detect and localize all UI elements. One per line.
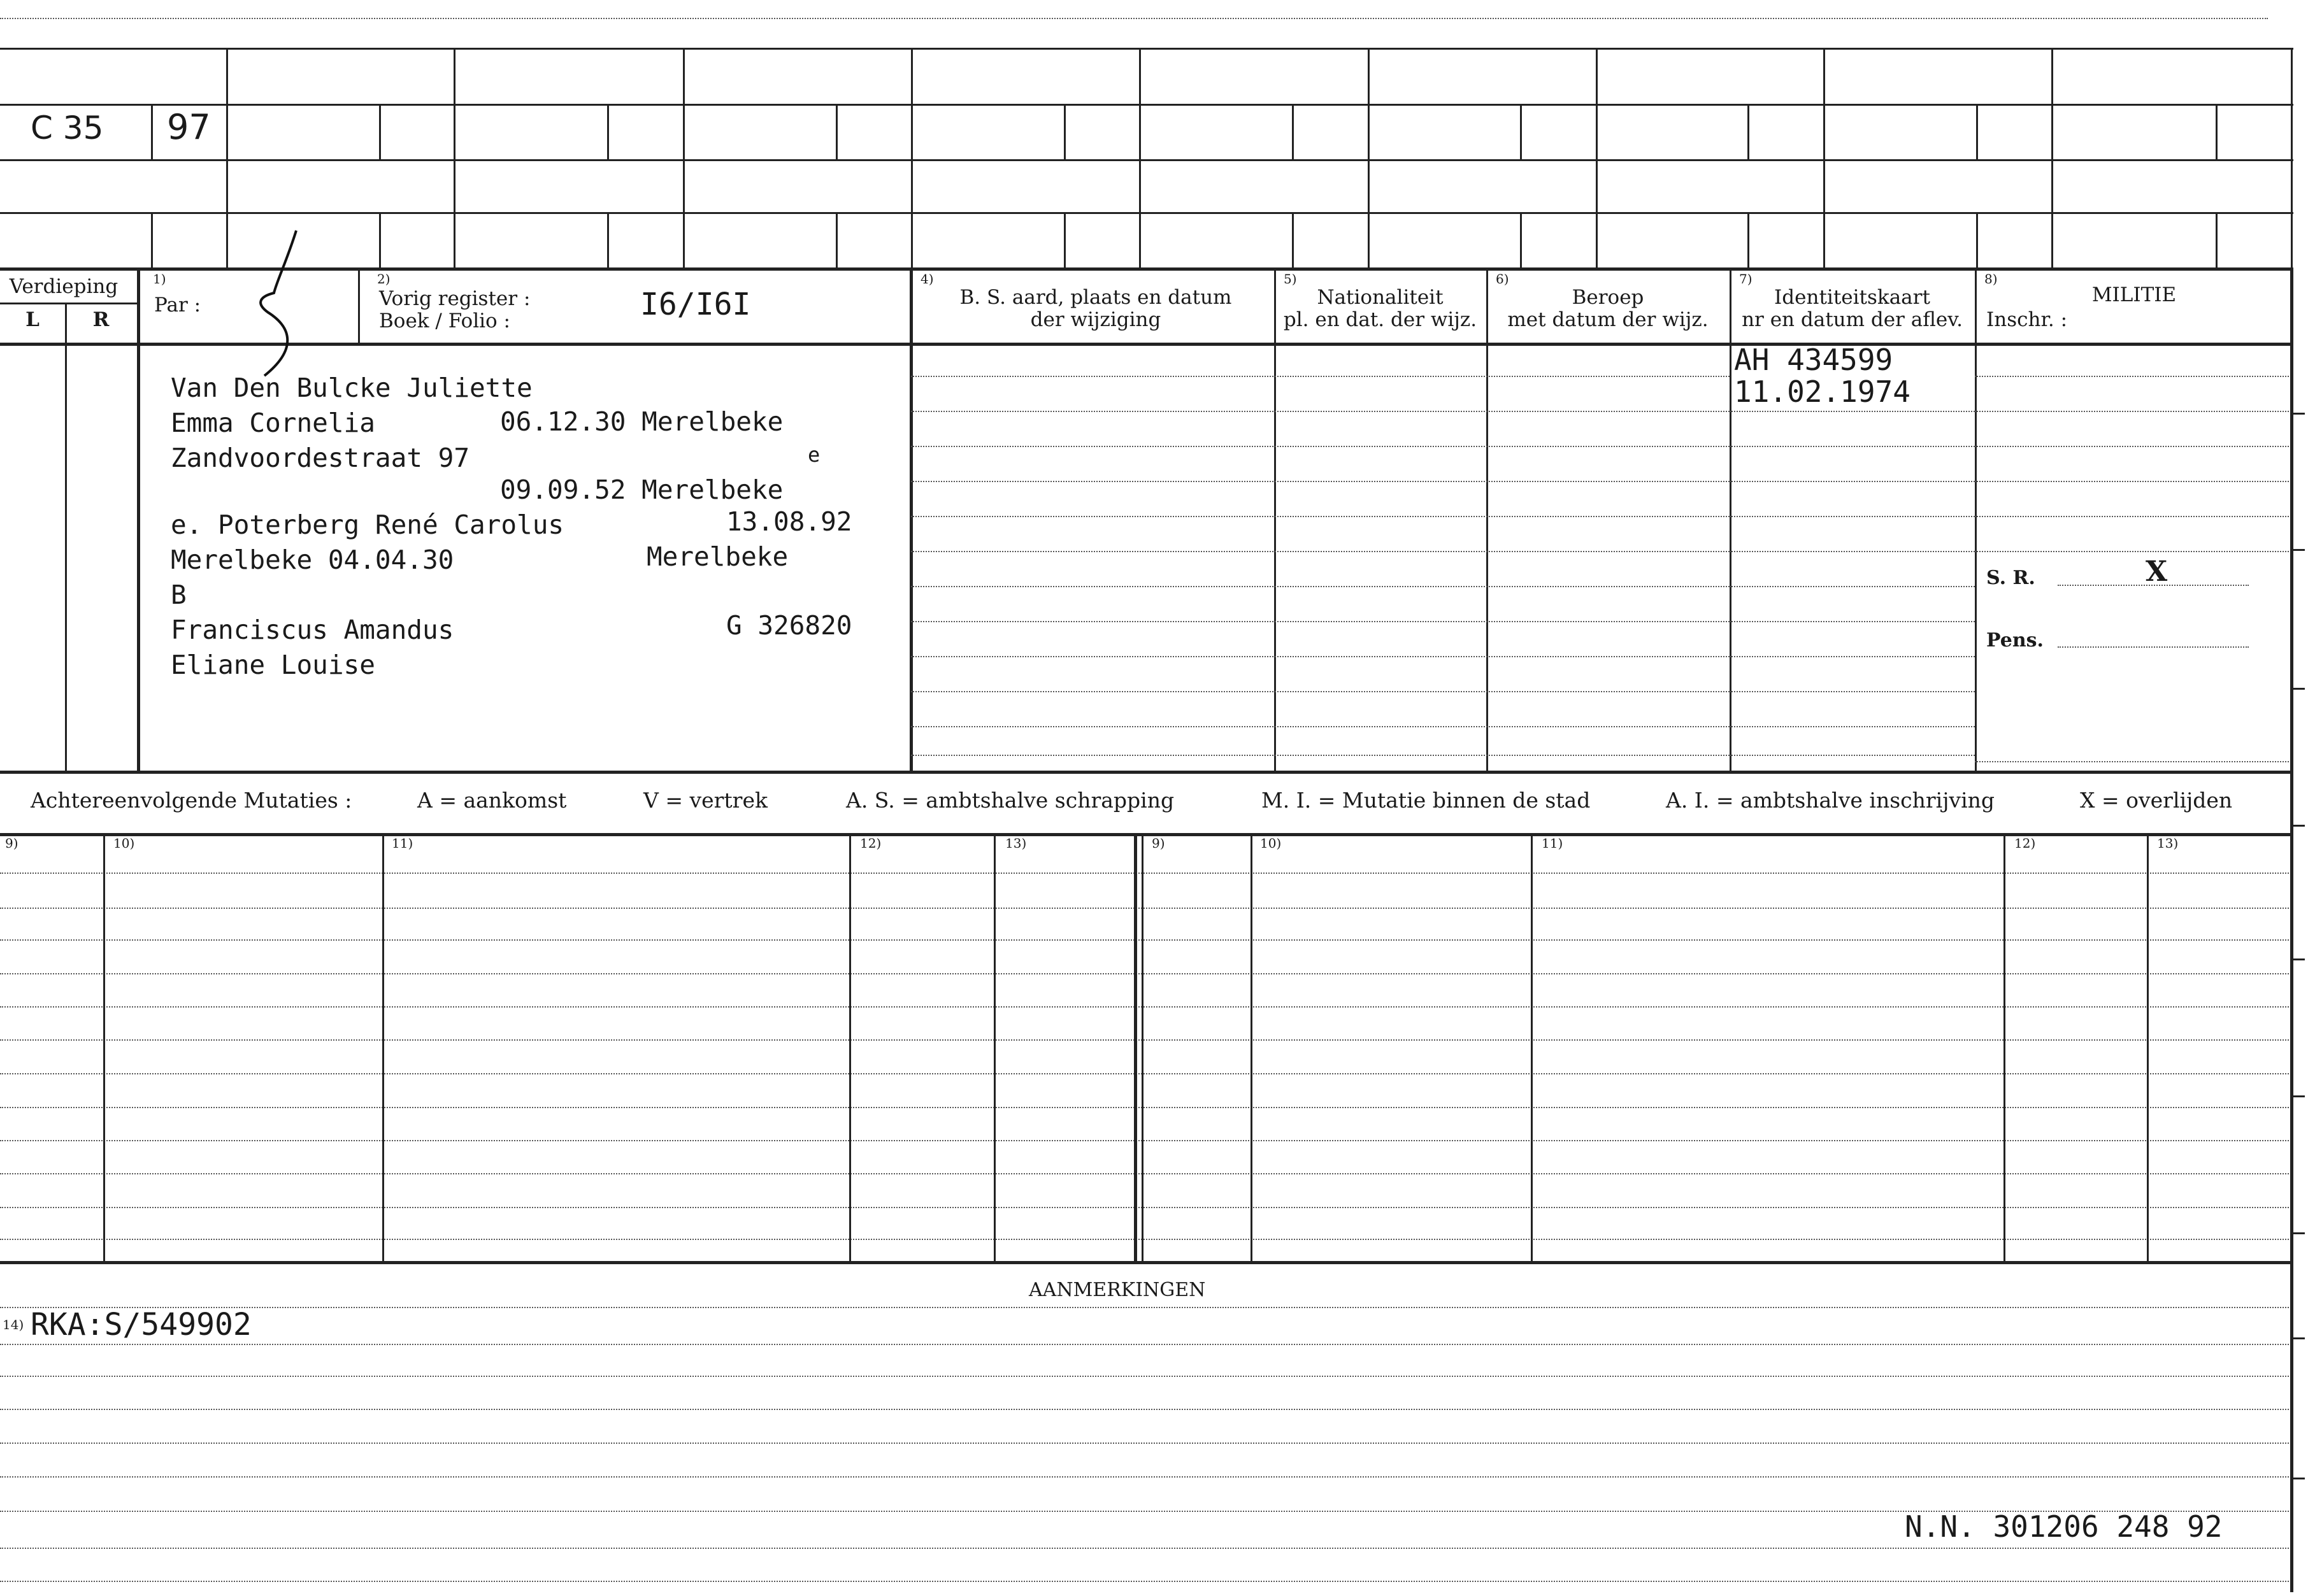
person-line2-date: 06.12.30 Merelbeke: [500, 406, 784, 437]
verdieping-r: R: [92, 308, 110, 331]
par-label: Par :: [154, 294, 201, 317]
remarks-line-4: [0, 1443, 2293, 1444]
person-line1: Van Den Bulcke Juliette: [171, 373, 533, 403]
legend-ai: A. I. = ambtshalve inschrijving: [1666, 788, 1995, 813]
person-line3: Zandvoordestraat 97: [171, 443, 469, 473]
col5-line1: Nationaliteit: [1317, 286, 1444, 309]
legend-top-line: [0, 771, 2293, 774]
mut-col10-b: 10): [1260, 836, 1282, 851]
remarks-title: AANMERKINGEN: [1029, 1279, 1206, 1301]
sr-label: S. R.: [1986, 567, 2035, 589]
person-line6-place: Merelbeke: [647, 541, 789, 572]
remarks-num: 14): [3, 1317, 24, 1332]
sr-value: X: [2146, 555, 2168, 588]
code-c35: C 35: [31, 110, 104, 146]
person-line5-date: 13.08.92: [726, 506, 852, 537]
col1-num: 1): [153, 271, 166, 287]
pens-line: [2058, 646, 2249, 648]
register-value: I6/I6I: [640, 287, 751, 322]
remarks-line-3: [0, 1409, 2293, 1410]
col6-line1: Beroep: [1572, 286, 1644, 309]
mut-col10-a: 10): [113, 836, 135, 851]
mut-col9-a: 9): [5, 836, 18, 851]
remarks-line-0: [0, 1307, 2293, 1308]
verdieping-l: L: [25, 308, 39, 331]
legend-as: A. S. = ambtshalve schrapping: [846, 788, 1175, 813]
top-edge-line: [0, 18, 2268, 19]
col6-num: 6): [1496, 271, 1509, 287]
legend-a: A = aankomst: [417, 788, 567, 813]
number-97: 97: [167, 107, 211, 147]
col5-num: 5): [1284, 271, 1297, 287]
col8-num: 8): [1984, 271, 1998, 287]
col6-line2: met datum der wijz.: [1507, 308, 1709, 331]
mut-col9-b: 9): [1152, 836, 1165, 851]
inschr-label: Inschr. :: [1986, 308, 2068, 331]
person-line5-name: e. Poterberg René Carolus: [171, 509, 564, 540]
remarks-rka: RKA:S/549902: [31, 1307, 252, 1343]
mut-col13-b: 13): [2157, 836, 2179, 851]
legend-v: V = vertrek: [643, 788, 768, 813]
mut-col11-a: 11): [392, 836, 413, 851]
remarks-line-8: [0, 1581, 2293, 1582]
col5-line2: pl. en dat. der wijz.: [1283, 308, 1477, 331]
boek-folio-label: Boek / Folio :: [379, 310, 510, 332]
person-line6-name: Merelbeke 04.04.30: [171, 545, 454, 575]
verdieping-label: Verdieping: [9, 275, 118, 298]
remarks-line-5: [0, 1476, 2293, 1478]
national-number: N.N. 301206 248 92: [1905, 1509, 2223, 1544]
person-line2-name: Emma Cornelia: [171, 408, 375, 438]
person-line8-code: G 326820: [726, 610, 852, 641]
identity-card-number: AH 434599: [1734, 343, 1893, 377]
par-handwritten-mark: [217, 223, 312, 388]
person-line9: Eliane Louise: [171, 650, 375, 680]
person-line8-name: Franciscus Amandus: [171, 615, 454, 645]
mut-col11-b: 11): [1542, 836, 1563, 851]
col7-num: 7): [1739, 271, 1753, 287]
militie-title: MILITIE: [2091, 283, 2177, 306]
mut-col13-a: 13): [1005, 836, 1027, 851]
remarks-line-7: [0, 1548, 2293, 1549]
vorig-register-label: Vorig register :: [379, 287, 531, 310]
col7-line1: Identiteitskaart: [1774, 286, 1930, 309]
person-line7: B: [171, 580, 187, 610]
col4-line2: der wijziging: [1030, 308, 1161, 331]
person-line3-mark: e: [808, 443, 821, 467]
col2-num: 2): [377, 271, 391, 287]
legend-x: X = overlijden: [2080, 788, 2233, 813]
remarks-line-1: [0, 1344, 2293, 1345]
legend-mi: M. I. = Mutatie binnen de stad: [1261, 788, 1591, 813]
mut-col12-a: 12): [860, 836, 882, 851]
person-line4: 09.09.52 Merelbeke: [500, 474, 784, 505]
remarks-line-2: [0, 1376, 2293, 1377]
mut-col12-b: 12): [2014, 836, 2036, 851]
identity-card-date: 11.02.1974: [1734, 374, 1910, 409]
legend-title: Achtereenvolgende Mutaties :: [31, 788, 352, 813]
col4-num: 4): [921, 271, 934, 287]
col4-line1: B. S. aard, plaats en datum: [959, 286, 1232, 309]
pens-label: Pens.: [1986, 629, 2044, 652]
col7-line2: nr en datum der aflev.: [1742, 308, 1963, 331]
